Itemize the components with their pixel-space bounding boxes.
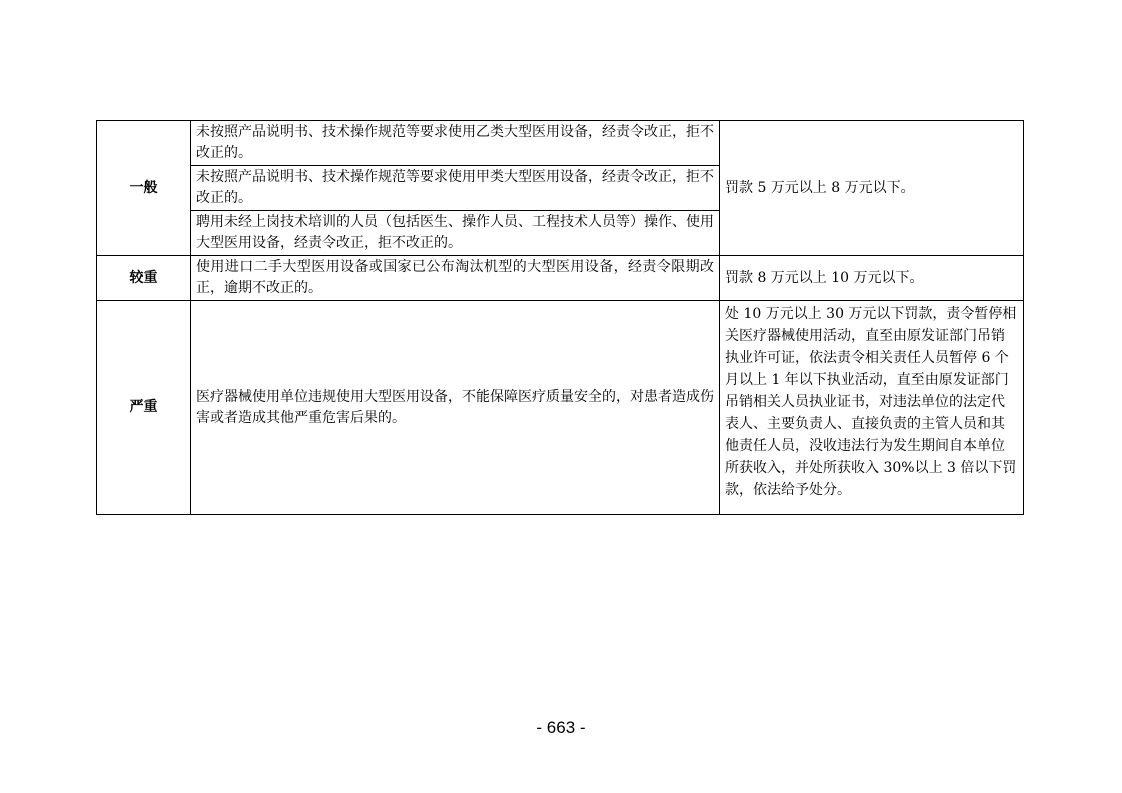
penalty-cell: 罚款 5 万元以上 8 万元以下。 bbox=[720, 121, 1024, 256]
penalty-cell: 处 10 万元以上 30 万元以下罚款，责令暂停相关医疗器械使用活动，直至由原发证部门吊销执业许可证，依法责令相关责任人员暂停 6 个月以上 1 年以下执业活动，直至由原发证部门吊销相关人员执业证书，对违法单位的法定代表人、主要负责人、直接负责的主管人员和其他责任人员，没收违法行为发生期间自本单位所获收入，并处所获收入 30%以上 3 倍以下罚款，依法给予处分。 bbox=[720, 301, 1024, 515]
condition-cell: 医疗器械使用单位违规使用大型医用设备，不能保障医疗质量安全的，对患者造成伤害或者造成其他严重危害后果的。 bbox=[191, 301, 720, 515]
condition-cell: 未按照产品说明书、技术操作规范等要求使用甲类大型医用设备，经责令改正，拒不改正的。 bbox=[191, 166, 720, 211]
level-general: 一般 bbox=[97, 121, 191, 256]
condition-cell: 未按照产品说明书、技术操作规范等要求使用乙类大型医用设备，经责令改正，拒不改正的。 bbox=[191, 121, 720, 166]
table-row bbox=[97, 121, 1024, 166]
table-row bbox=[97, 256, 1024, 301]
level-serious: 较重 bbox=[97, 256, 191, 301]
level-severe: 严重 bbox=[97, 301, 191, 515]
condition-cell: 聘用未经上岗技术培训的人员（包括医生、操作人员、工程技术人员等）操作、使用大型医用设备，经责令改正，拒不改正的。 bbox=[191, 211, 720, 256]
page-number: - 663 - bbox=[536, 718, 586, 737]
condition-cell: 使用进口二手大型医用设备或国家已公布淘汰机型的大型医用设备，经责令限期改正，逾期不改正的。 bbox=[191, 256, 720, 301]
table-row bbox=[97, 301, 1024, 515]
penalty-cell: 罚款 8 万元以上 10 万元以下。 bbox=[720, 256, 1024, 301]
penalty-table bbox=[96, 120, 1024, 515]
